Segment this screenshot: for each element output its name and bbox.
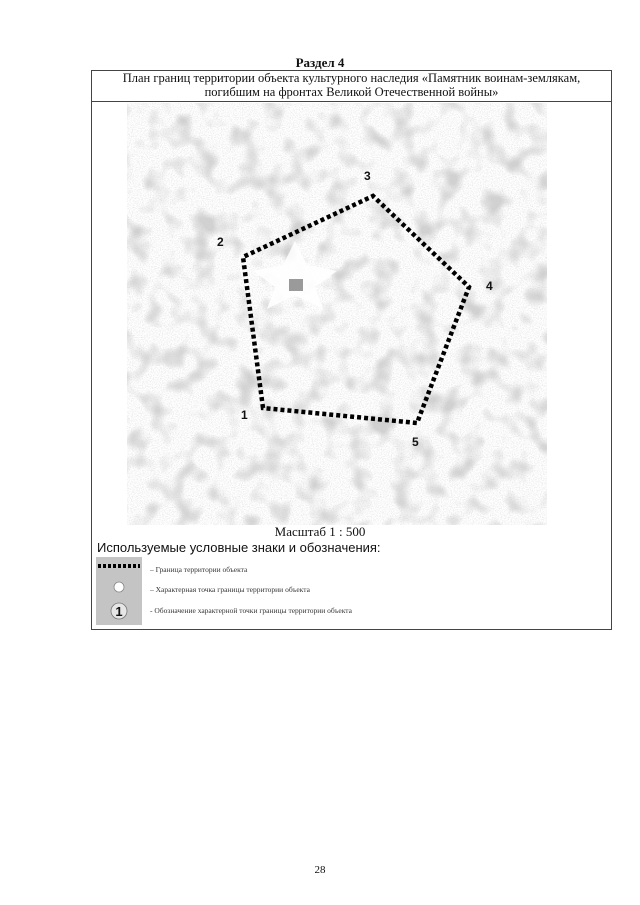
point-label-5: 5 <box>412 435 419 449</box>
point-label-1: 1 <box>241 408 248 422</box>
aerial-map <box>127 103 547 525</box>
legend-symbols <box>96 557 142 625</box>
legend-item-label: - Обозначение характерной точки границы территории объекта <box>150 606 352 615</box>
legend-item-boundary: – Граница территории объекта <box>150 565 248 574</box>
map-texture-fine <box>127 103 547 525</box>
legend-badge-number: 1 <box>115 604 123 619</box>
plan-title-line-2: погибшим на фронтах Великой Отечественной войны» <box>204 85 499 99</box>
point-label-3: 3 <box>364 169 371 183</box>
plan-title-line-1: План границ территории объекта культурного наследия «Памятник воинам-землякам, <box>122 71 581 85</box>
plan-title <box>92 71 611 102</box>
section-heading: Раздел 4 <box>295 55 345 70</box>
monument-marker <box>289 279 303 291</box>
point-label-2: 2 <box>217 235 224 249</box>
map-scale: Масштаб 1 : 500 <box>274 524 366 539</box>
page-number: 28 <box>314 864 326 876</box>
legend-item-point: – Характерная точка границы территории объекта <box>150 585 310 594</box>
point-label-4: 4 <box>486 279 493 293</box>
legend-point-symbol <box>114 582 124 592</box>
legend-heading: Используемые условные знаки и обозначения: <box>97 540 381 555</box>
